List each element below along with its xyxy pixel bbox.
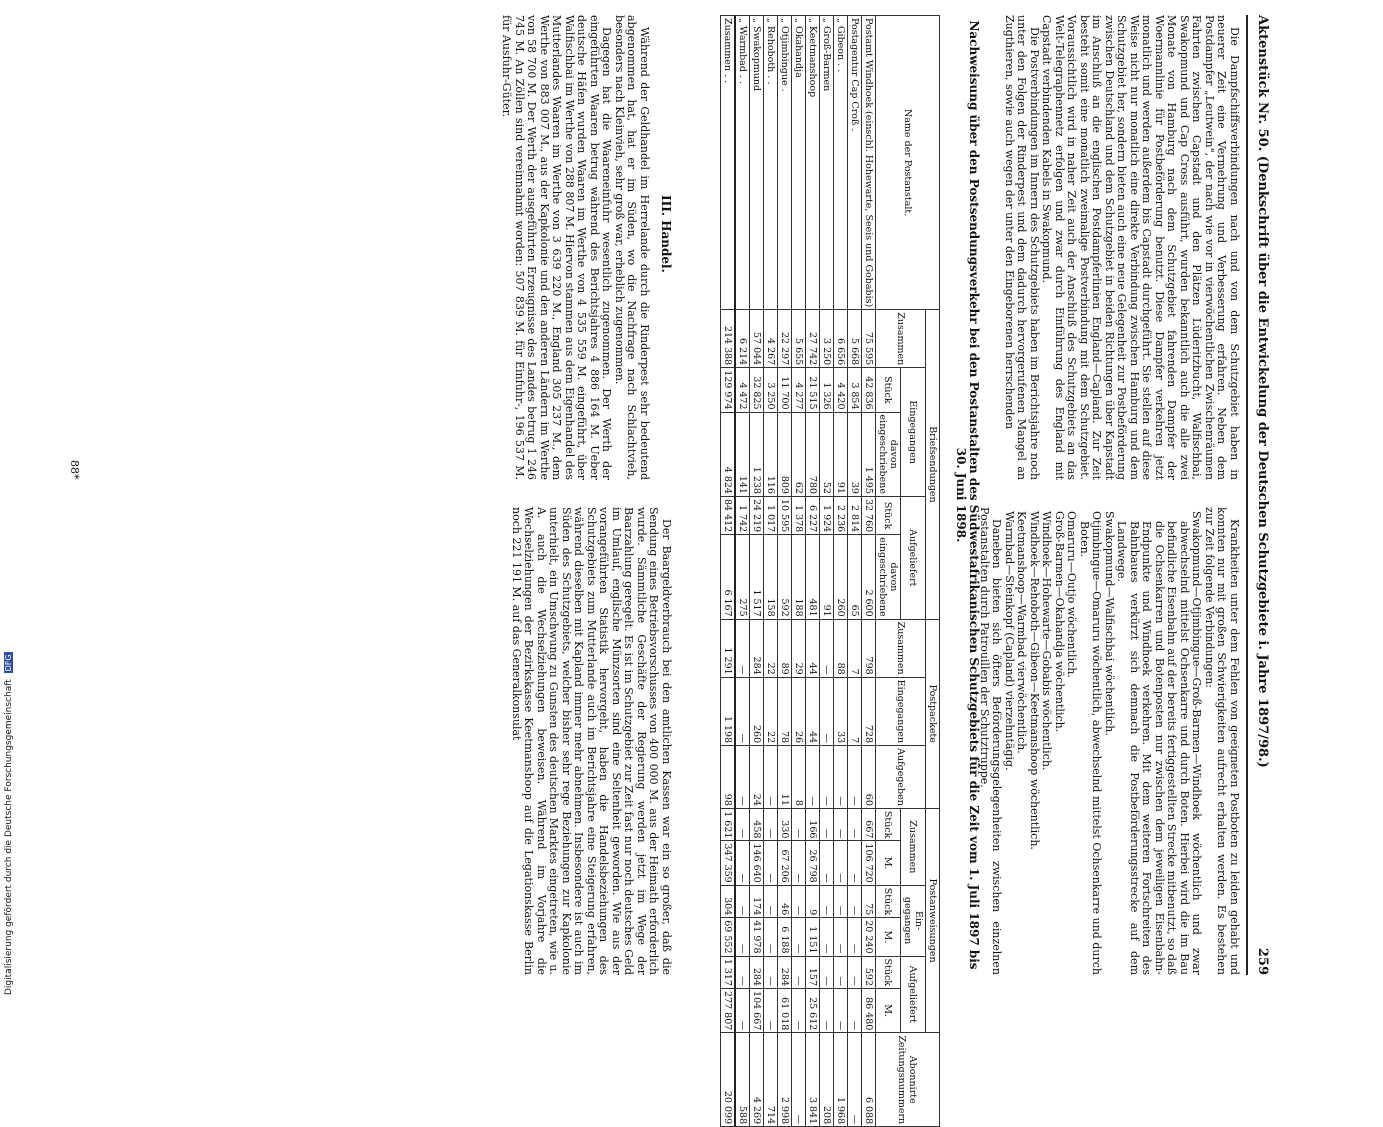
table-cell: — — [764, 885, 778, 918]
table-row — [750, 16, 764, 1127]
table-cell: 6 656 — [834, 310, 848, 368]
header-rule — [1246, 15, 1248, 975]
table-cell: — — [848, 746, 862, 809]
table-cell: 88 — [834, 619, 848, 677]
table-cell: 22 297 — [778, 310, 792, 368]
table-cell: 22 — [764, 677, 778, 745]
total-cell: 4 824 — [721, 412, 736, 496]
table-cell: 284 — [750, 956, 764, 989]
table-cell: 728 — [862, 677, 876, 745]
table-cell: 11 700 — [778, 368, 792, 412]
table-cell: 104 667 — [750, 989, 764, 1033]
table-cell: 330 — [778, 808, 792, 841]
table-cell: 106 720 — [862, 841, 876, 885]
total-cell: 277 807 — [721, 989, 736, 1033]
dfg-logo: DFG — [4, 654, 13, 672]
table-cell: 458 — [750, 808, 764, 841]
left-column-top — [1003, 15, 1241, 480]
col-header-davon: davon eingeschriebene — [876, 412, 901, 496]
table-cell: — — [792, 808, 806, 841]
table-cell: — — [848, 1033, 862, 1127]
total-cell: 347 359 — [721, 841, 736, 885]
table-cell: 6 214 — [735, 310, 750, 368]
table-cell: — — [820, 885, 834, 918]
table-cell: 3 250 — [820, 310, 834, 368]
table-cell: 146 640 — [750, 841, 764, 885]
paragraph: Die Postverbindungen im Innern des Schutzgebiets haben im Berichtsjahre noch unter den Folgen der Rinderpest und dem dadurch hervorgerufenen Mangel an Zugthieren, sowie auch wegen der unter den Eingeborenen herrschenden — [1003, 15, 1041, 480]
table-row — [862, 16, 876, 1127]
table-cell: 25 612 — [806, 989, 820, 1033]
table-cell: — — [735, 956, 750, 989]
table-cell: 1 968 — [834, 1033, 848, 1127]
table-cell: — — [834, 885, 848, 918]
col-header-briefsendungen: Briefsendungen — [926, 310, 940, 619]
table-cell: 41 978 — [750, 918, 764, 956]
cell-postanstalt: „ Warmbad . . — [735, 16, 750, 310]
table-cell: 65 — [848, 535, 862, 619]
table-cell: — — [834, 989, 848, 1033]
table-row — [764, 16, 778, 1127]
route-item: Windhoek—Hohewarte—Gobabis wöchentlich. — [1040, 511, 1054, 771]
table-cell: — — [735, 746, 750, 809]
paragraph: Daneben bieten sich öfters Beförderungsgelegenheiten zwischen einzelnen Postanstalten durch Patrouillen der Schutztruppe. — [978, 507, 1004, 975]
digitization-text: Digitalisierung gefördert durch die Deutsche Forschungsgemeinschaft — [4, 679, 14, 995]
table-cell: 3 854 — [848, 368, 862, 412]
col-header-unit: M. — [876, 989, 901, 1033]
table-cell: — — [834, 841, 848, 885]
table-cell: 62 — [792, 412, 806, 496]
footer-page-number: 88* — [68, 460, 81, 480]
cell-postanstalt: „ Groß-Barmen — [820, 16, 834, 310]
header-page-number: 259 — [1255, 947, 1270, 975]
table-cell: 60 — [862, 746, 876, 809]
table-cell: — — [735, 918, 750, 956]
col-header-unit: M. — [876, 841, 901, 885]
table-cell: 780 — [806, 412, 820, 496]
total-cell: 1 291 — [721, 619, 736, 677]
cell-postanstalt: „ Rehoboth . . — [764, 16, 778, 310]
table-cell: 2 998 — [778, 1033, 792, 1127]
table-cell: — — [848, 956, 862, 989]
col-header-eingegangen: Ein-gegangen — [901, 885, 926, 956]
col-header-unit: M. — [876, 918, 901, 956]
table-cell: 1 151 — [806, 918, 820, 956]
total-cell: 1 198 — [721, 677, 736, 745]
cell-postanstalt: „ Swakopmund — [750, 16, 764, 310]
table-cell: 1 326 — [820, 368, 834, 412]
table-cell: — — [735, 885, 750, 918]
table-cell: — — [792, 918, 806, 956]
col-header-unit: Stück — [876, 956, 901, 989]
table-cell: 275 — [735, 535, 750, 619]
table-cell: 6 088 — [862, 1033, 876, 1127]
table-cell: 61 018 — [778, 989, 792, 1033]
col-header-zusammen: Zusammen — [901, 808, 926, 885]
table-cell: 3 250 — [764, 368, 778, 412]
table-row — [778, 16, 792, 1127]
route-item: Windhoek—Rehoboth—Gibeon—Keetmanshoop wöchentlich. — [1028, 511, 1041, 850]
table-cell: — — [820, 956, 834, 989]
table-cell: 714 — [764, 1033, 778, 1127]
table-cell: — — [764, 746, 778, 809]
table-cell: — — [834, 746, 848, 809]
table-cell: 188 — [792, 535, 806, 619]
paragraph: Krankheiten unter dem Fehlen von geeigneten Postboten zu leiden gehabt und konnten nur mit großen Schwierigkeiten aufrecht erhalten werden. Es bestehen zur Zeit folgende Verbindungen: — [1203, 507, 1241, 975]
table-cell: 26 — [792, 677, 806, 745]
total-cell: 129 974 — [721, 368, 736, 412]
table-body — [721, 16, 876, 1127]
table-cell: — — [792, 885, 806, 918]
table-cell: 166 — [806, 808, 820, 841]
table-cell: 24 — [750, 746, 764, 809]
table-cell: — — [792, 1033, 806, 1127]
table-row — [848, 16, 862, 1127]
paragraph: Die Dampfschiffsverbindungen nach und von dem Schutzgebiet haben in neuerer Zeit eine Vermehrung und Verbesserung erfahren. Neben dem Postdampfer „Leutwein", der nach wie vor in vierwöchentlichen Zwischenräumen Fahrten zwischen Capstadt und den Plätzen Lüderitzbucht, Walfischbai, Swakopmund und Cap Cross ausführt, wurden bekanntlich auch die alle zwei Monate von Hamburg nach dem Schutzgebiet fahrenden Dampfer der Woermannlinie für Postbeförderung benutzt. Diese Dampfer verkehren jetzt monatlich und werden außerdem bis Capstadt durchgeführt. Sie stellen auf diese Weise nicht nur monatlich eine direkte Verbindung zwischen Hamburg und dem Schutzgebiet her, sondern bieten auch eine neue Gelegenheit zur Postbeförderung zwischen Deutschland und dem Schutzgebiet in beiden Richtungen über Kapstadt im Anschluß an die englischen Postdampferlinien England—Capland. Zur Zeit besteht somit eine monatlich zweimalige Postverbindung mit dem Schutzgebiet. Voraussichtlich wird in naher Zeit auch der Anschluß des Schutzgebiets an das Welt-Telegraphennetz erfolgen und zwar durch Einführung des England mit Capstadt verbindenden Kabels in Swakopmund. — [1040, 15, 1241, 480]
cell-postanstalt: „ Otjimbingue . — [778, 16, 792, 310]
table-cell: 5 655 — [792, 310, 806, 368]
col-header-davon: davon eingeschriebene — [876, 535, 901, 619]
table-cell: 46 — [778, 885, 792, 918]
table-cell: 1 017 — [764, 496, 778, 534]
table-cell: 2 236 — [834, 496, 848, 534]
total-cell: 98 — [721, 746, 736, 809]
table-cell: 29 — [792, 619, 806, 677]
table-cell: 75 595 — [862, 310, 876, 368]
col-header-postpackete: Postpackete — [926, 619, 940, 808]
table-cell: — — [764, 841, 778, 885]
col-header-zusammen: Zusammen — [876, 310, 926, 368]
table-cell: 2 600 — [862, 535, 876, 619]
table-cell: 174 — [750, 885, 764, 918]
col-header-unit: Stück — [876, 496, 901, 534]
table-row — [792, 16, 806, 1127]
table-cell: 21 515 — [806, 368, 820, 412]
table-cell: 7 — [848, 619, 862, 677]
col-header-zusammen: Zusammen — [876, 619, 926, 677]
table-row — [806, 16, 820, 1127]
table-cell: 6 227 — [806, 496, 820, 534]
table-cell: 4 269 — [750, 1033, 764, 1127]
table-cell: 20 240 — [862, 918, 876, 956]
table-cell: — — [820, 746, 834, 809]
table-cell: 798 — [862, 619, 876, 677]
table-cell: 667 — [862, 808, 876, 841]
col-header-unit: Stück — [876, 808, 901, 841]
table-cell: 260 — [750, 677, 764, 745]
table-cell: — — [820, 989, 834, 1033]
table-cell: 7 — [848, 677, 862, 745]
table-cell: 4 277 — [792, 368, 806, 412]
table-cell: — — [792, 841, 806, 885]
table-cell: 57 044 — [750, 310, 764, 368]
cell-postanstalt: „ Keetmanshoop — [806, 16, 820, 310]
right-column-bottom — [510, 507, 673, 975]
digitization-note — [4, 652, 14, 995]
table-cell: 1 924 — [820, 496, 834, 534]
table-cell: 158 — [764, 535, 778, 619]
table-cell: 33 — [834, 677, 848, 745]
table-row — [820, 16, 834, 1127]
table-cell: 1 495 — [862, 412, 876, 496]
left-column-bottom — [500, 15, 650, 480]
route-item: Omaruru—Outjo wöchentlich. — [1065, 511, 1079, 678]
table-cell: 592 — [778, 535, 792, 619]
table-cell: — — [820, 619, 834, 677]
table-cell: 481 — [806, 535, 820, 619]
table-cell: 11 — [778, 746, 792, 809]
table-cell: 1 238 — [750, 412, 764, 496]
table-cell: 284 — [750, 619, 764, 677]
col-header-aufgegeben: Aufgegeben — [876, 746, 926, 809]
table-cell: — — [820, 918, 834, 956]
table-row — [834, 16, 848, 1127]
table-cell: — — [735, 808, 750, 841]
running-header — [1250, 15, 1270, 975]
route-item: Warmbad—Steinkopf (Capland) vierzehntägig. — [1003, 511, 1016, 771]
table-cell: 588 — [735, 1033, 750, 1127]
table-cell: 116 — [764, 412, 778, 496]
col-header-abonnirte: Abonnirte Zeitungsnummern — [876, 1033, 940, 1127]
table-cell: 6 188 — [778, 918, 792, 956]
table-cell: — — [834, 956, 848, 989]
table-cell: 26 798 — [806, 841, 820, 885]
total-cell: 214 388 — [721, 310, 736, 368]
total-cell: 69 552 — [721, 918, 736, 956]
table-cell: 22 — [764, 619, 778, 677]
table-row — [735, 16, 750, 1127]
table-cell: 42 836 — [862, 368, 876, 412]
table-cell: 157 — [806, 956, 820, 989]
table-cell: 4 472 — [735, 368, 750, 412]
table-cell: 10 595 — [778, 496, 792, 534]
table-cell: — — [834, 808, 848, 841]
col-header-aufgeliefert: Aufgeliefert — [901, 496, 926, 619]
cell-postanstalt: „ Okahandja — [792, 16, 806, 310]
table-cell: — — [848, 841, 862, 885]
table-cell: 4 267 — [764, 310, 778, 368]
cell-postanstalt: Postamt Windhoek (einschl. Hohewarte, Seeis und Gobabis) — [862, 16, 876, 310]
paragraph: Der Baargeldverbrauch bei den amtlichen Kassen war ein so großer, daß die Sendung eines Betriebsvorschusses von 400 000 M. aus der Heimath erforderlich wurde. Sämmtliche Geschäfte der Regierung werden jetzt im Wege der Baarzahlung geregelt. Es ist im Schutzgebiet zur Zeit fast nur noch deutsches Geld im Umlauf, englische Münzsorten sind eine Seltenheit geworden. Wie aus der vorangeführten Statistik hervorgeht, haben die Handelsbeziehungen des Schutzgebiets zum Mutterlande auch im Berichtsjahre eine Steigerung erfahren, während dieselben mit Kapland immer mehr abnehmen. Insbesondere ist auch im Süden des Schutzgebiets, welcher bisher sehr rege Beziehungen zur Kapkolonie unterhielt, ein Umschwung zu Gunsten des deutschen Marktes eingetreten, wie u. A. auch die Wechselziehungen beweisen. Während im Vorjahre die Wechselziehungen der Bezirkskasse Keetmanshoop auf die Legationskasse Berlin noch 221 191 M. auf das Generalkonsulat — [510, 507, 673, 975]
col-header-name: Name der Postanstalt. — [876, 16, 940, 310]
table-cell: — — [764, 808, 778, 841]
table-cell: 89 — [778, 619, 792, 677]
header-title: Aktenstück Nr. 50. (Denkschrift über die Entwickelung der Deutschen Schutzgebiete i. Jahre 1897/98.) — [1255, 15, 1270, 768]
table-cell: 44 — [806, 619, 820, 677]
col-header-eingegangen: Eingegangen — [901, 368, 926, 497]
table-cell: 208 — [820, 1033, 834, 1127]
table-cell: 141 — [735, 412, 750, 496]
table-cell: — — [806, 746, 820, 809]
table-cell: 260 — [834, 535, 848, 619]
cell-postanstalt: „ Gibeon . . — [834, 16, 848, 310]
table-cell: 32 825 — [750, 368, 764, 412]
table-cell: — — [735, 989, 750, 1033]
table-cell: — — [735, 841, 750, 885]
table-cell: 44 — [806, 677, 820, 745]
table-cell: 78 — [778, 677, 792, 745]
table-cell: 8 — [792, 746, 806, 809]
table-cell: — — [764, 918, 778, 956]
route-item: Otjimbingue—Omaruru wöchentlich, abwechselnd mittelst Ochsenkarre und durch Boten. — [1078, 511, 1104, 975]
route-item: Swakopmund—Walfischbai wöchentlich. — [1103, 511, 1116, 736]
col-header-aufgeliefert: Aufgeliefert — [901, 956, 926, 1033]
table-cell: — — [735, 677, 750, 745]
table-cell: — — [764, 956, 778, 989]
table-cell: — — [792, 956, 806, 989]
table-caption: Nachweisung über den Postsendungsverkehr bei den Postanstalten des Südwestafrikanischen Schutzgebiets für die Zeit vom 1. Juli 1897 bis 30. Juni 1898. — [954, 20, 981, 970]
table-cell: — — [764, 989, 778, 1033]
table-cell: — — [848, 885, 862, 918]
postal-traffic-table — [720, 15, 940, 1127]
route-item: Swakopmund—Otjimbingue—Groß-Barmen—Windhoek wöchentlich und zwar abwechselnd mittelst Ochsenkarre und durch Boten. Hierbei wird die im Bau befindliche Eisenbahn auf der bereits fertiggestellten Strecke mitbenutzt, so daß die Ochsenkarren und Botenposten nur zwischen dem jeweiligen Eisenbahn-Endpunkte und Windhoek verkehren. Mit dem weiteren Fortschreiten des Bahnbaues verkürzt sich demnach die Postbeförderungsstrecke auf dem Landwege. — [1115, 511, 1204, 975]
table-cell: 39 — [848, 412, 862, 496]
col-header-unit: Stück — [876, 368, 901, 412]
table-cell: — — [834, 918, 848, 956]
table-cell: 1 378 — [792, 496, 806, 534]
table-cell: 4 420 — [834, 368, 848, 412]
table-cell: 52 — [820, 412, 834, 496]
table-cell: 284 — [778, 956, 792, 989]
table-cell: — — [848, 808, 862, 841]
total-cell: 84 412 — [721, 496, 736, 534]
col-header-eingegangen: Eingegangen — [876, 677, 926, 745]
table-cell: 91 — [820, 535, 834, 619]
route-item: Keetmanshoop—Warmbad vierwöchentlich. — [1015, 511, 1029, 754]
total-label: Zusammen . . — [721, 16, 736, 310]
total-cell: 1 621 — [721, 808, 736, 841]
table-cell: — — [735, 619, 750, 677]
table-cell: 1 742 — [735, 496, 750, 534]
table-cell: — — [792, 989, 806, 1033]
cell-postanstalt: Postagentur Cap Croß . — [848, 16, 862, 310]
table-cell: — — [848, 989, 862, 1033]
table-cell: 75 — [862, 885, 876, 918]
table-cell: 32 760 — [862, 496, 876, 534]
route-item: Groß-Barmen—Okahandja wöchentlich. — [1053, 511, 1066, 733]
total-cell: 304 — [721, 885, 736, 918]
table-cell: 809 — [778, 412, 792, 496]
table-cell: 3 841 — [806, 1033, 820, 1127]
rotated-page-content — [45, 15, 1270, 1125]
table-cell: — — [820, 808, 834, 841]
total-row — [721, 16, 736, 1127]
total-cell: 6 167 — [721, 535, 736, 619]
table-cell: 5 668 — [848, 310, 862, 368]
right-column-top — [978, 507, 1241, 975]
total-cell: 1 317 — [721, 956, 736, 989]
table-cell: 592 — [862, 956, 876, 989]
table-cell: 24 219 — [750, 496, 764, 534]
table-cell: — — [848, 918, 862, 956]
paragraph: Dagegen hat die Waareneinfuhr wesentlich zugenommen. Der Werth der eingeführten Waaren betrug während des Berichtsjahres 4 886 164 M. Ueber deutsche Häfen wurden Waaren im Werthe von 4 535 559 M. eingeführt, über Walfischbai im Werthe von 288 807 M. Hiervon stammen aus dem Eigenhandel des Mutterlandes Waaren im Werthe von 3 639 220 M., England 305 237 M., dem Werthe von 883 007 M., aus der Kapkolonie und den anderen Ländern im Werthe von 58 700 M. Der Werth der ausgeführten Erzeugnisse des Landes betrug 1 246 745 M. An Zöllen sind vereinnahmt worden: 507 839 M. für Einfuhr-, 196 537 M. für Ausfuhr-Güter. — [500, 15, 614, 480]
paragraph: Während der Geldhandel im Herrelande durch die Rinderpest sehr bedeutend abgenommen hat, hat er im Süden, wo die Nachfrage nach Schlachtvieh, besonders nach Kleinvieh, sehr groß war, erheblich zugenommen. — [613, 15, 651, 480]
table-cell: 1 517 — [750, 535, 764, 619]
table-cell: 9 — [806, 885, 820, 918]
table-cell: 67 206 — [778, 841, 792, 885]
col-header-postanweisungen: Postanweisungen — [926, 808, 940, 1032]
table-cell: 86 480 — [862, 989, 876, 1033]
col-header-unit: Stück — [876, 885, 901, 918]
table-cell: — — [820, 677, 834, 745]
table-cell: 27 742 — [806, 310, 820, 368]
total-cell: 20 099 — [721, 1033, 736, 1127]
table-cell: 91 — [834, 412, 848, 496]
section-title: III. Handel. — [659, 195, 673, 273]
table-cell: — — [820, 841, 834, 885]
table-cell: 2 814 — [848, 496, 862, 534]
